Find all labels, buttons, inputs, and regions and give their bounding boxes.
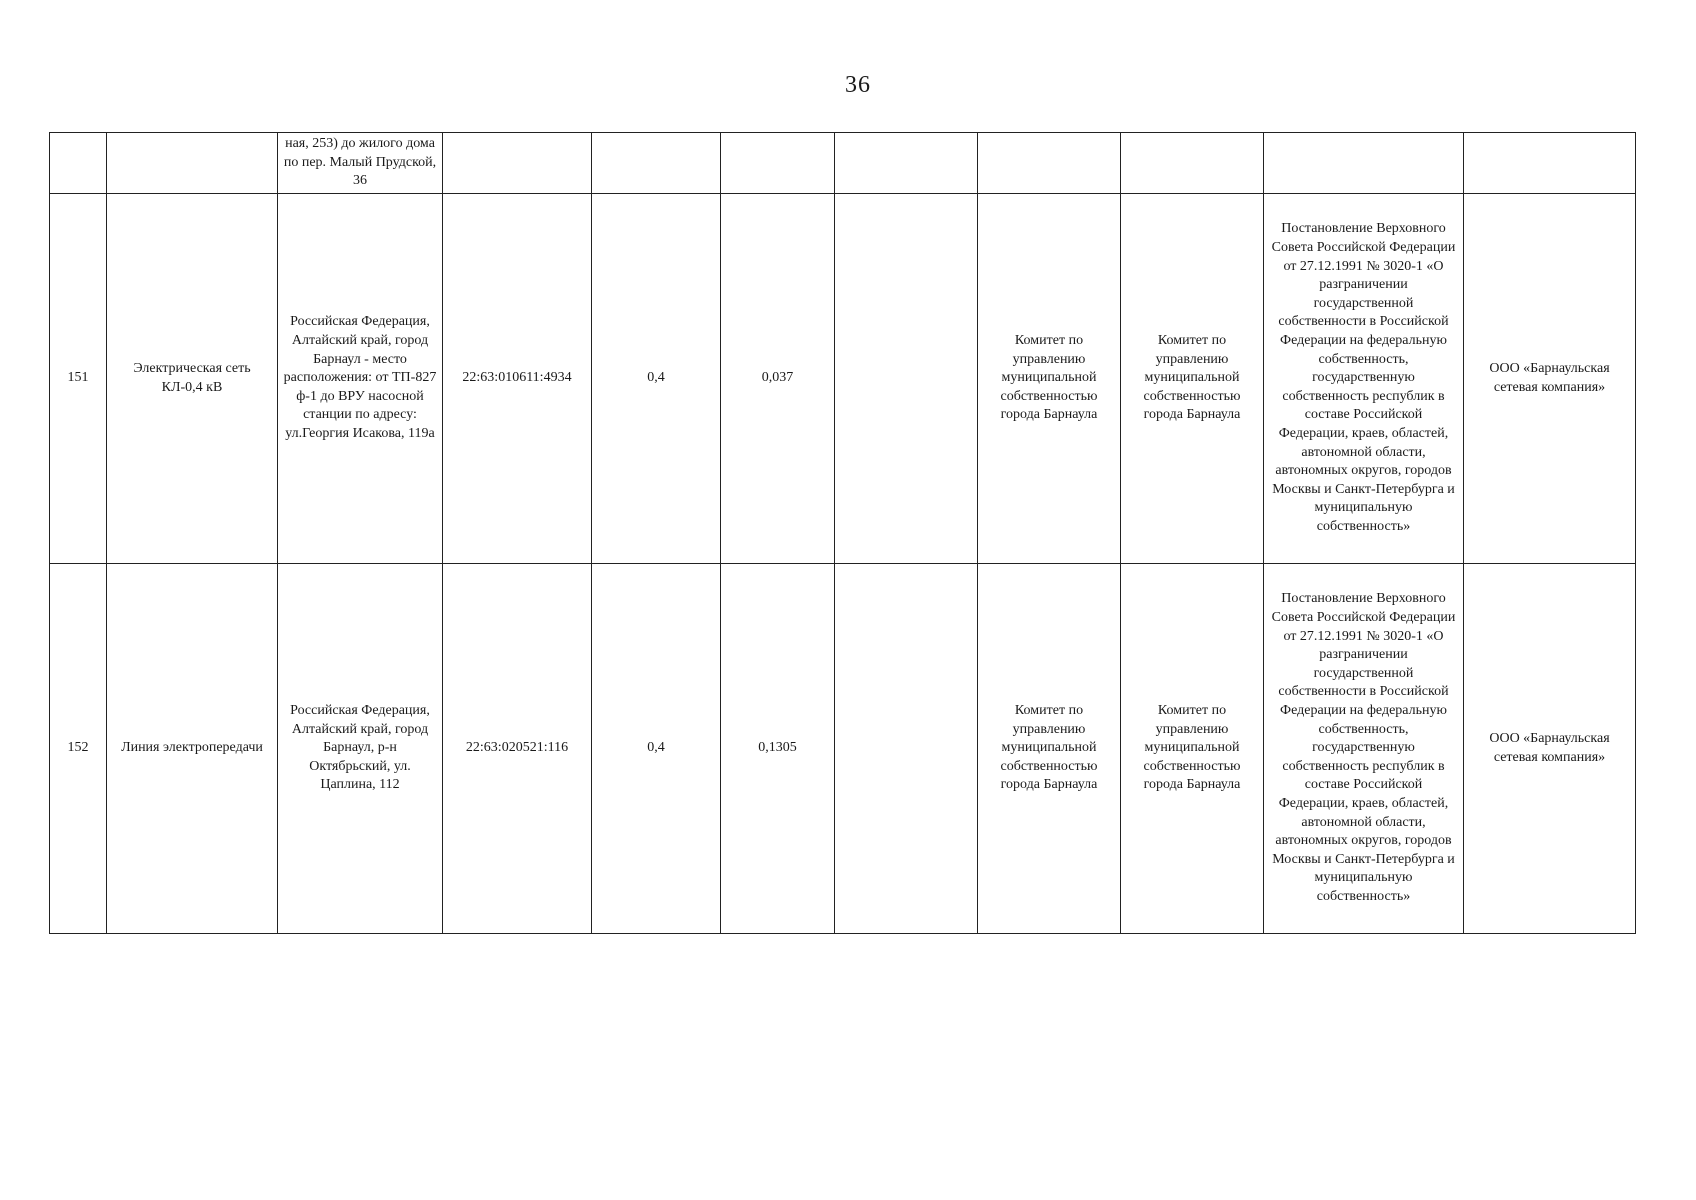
property-registry-table	[49, 132, 1636, 934]
cell-organization: ООО «Барнаульская сетевая компания»	[1464, 194, 1636, 564]
cell-holder	[1121, 133, 1264, 194]
cell-owner	[978, 133, 1121, 194]
cell-cadastral: 22:63:020521:116	[443, 564, 592, 934]
cell-holder: Комитет по управлению муниципальной собственностью города Барнаула	[1121, 564, 1264, 934]
cell-cadastral: 22:63:010611:4934	[443, 194, 592, 564]
cell-num: 151	[50, 194, 107, 564]
table-row	[50, 564, 1636, 934]
cell-length: 0,1305	[721, 564, 835, 934]
cell-organization: ООО «Барнаульская сетевая компания»	[1464, 564, 1636, 934]
cell-length: 0,037	[721, 194, 835, 564]
cell-length	[721, 133, 835, 194]
cell-owner: Комитет по управлению муниципальной собственностью города Барнаула	[978, 564, 1121, 934]
cell-address: Российская Федерация, Алтайский край, город Барнаул, р-н Октябрьский, ул. Цаплина, 112	[278, 564, 443, 934]
table-row-continuation	[50, 133, 1636, 194]
page-number: 36	[845, 72, 871, 98]
cell-voltage: 0,4	[592, 194, 721, 564]
cell-basis: Постановление Верховного Совета Российской Федерации от 27.12.1991 № 3020-1 «О разграничении государственной собственности в Российской Федерации на федеральную собственность, государственную собственность республик в составе Российской Федерации, краев, областей, автономной области, автономных округов, городов Москвы и Санкт-Петербурга и муниципальную собственность»	[1264, 194, 1464, 564]
cell-name: Линия электропередачи	[107, 564, 278, 934]
cell-basis: Постановление Верховного Совета Российской Федерации от 27.12.1991 № 3020-1 «О разграничении государственной собственности в Российской Федерации на федеральную собственность, государственную собственность республик в составе Российской Федерации, краев, областей, автономной области, автономных округов, городов Москвы и Санкт-Петербурга и муниципальную собственность»	[1264, 564, 1464, 934]
cell-num	[50, 133, 107, 194]
cell-organization	[1464, 133, 1636, 194]
cell-owner: Комитет по управлению муниципальной собственностью города Барнаула	[978, 194, 1121, 564]
cell-extra	[835, 133, 978, 194]
cell-basis	[1264, 133, 1464, 194]
cell-name	[107, 133, 278, 194]
cell-voltage: 0,4	[592, 564, 721, 934]
cell-num: 152	[50, 564, 107, 934]
cell-name: Электрическая сеть КЛ-0,4 кВ	[107, 194, 278, 564]
cell-extra	[835, 194, 978, 564]
cell-cadastral	[443, 133, 592, 194]
cell-holder: Комитет по управлению муниципальной собственностью города Барнаула	[1121, 194, 1264, 564]
cell-address: Российская Федерация, Алтайский край, город Барнаул - место расположения: от ТП-827 ф-1 до ВРУ насосной станции по адресу: ул.Георгия Исакова, 119а	[278, 194, 443, 564]
table-row	[50, 194, 1636, 564]
cell-voltage	[592, 133, 721, 194]
cell-extra	[835, 564, 978, 934]
cell-address: ная, 253) до жилого дома по пер. Малый Прудской, 36	[278, 133, 443, 194]
